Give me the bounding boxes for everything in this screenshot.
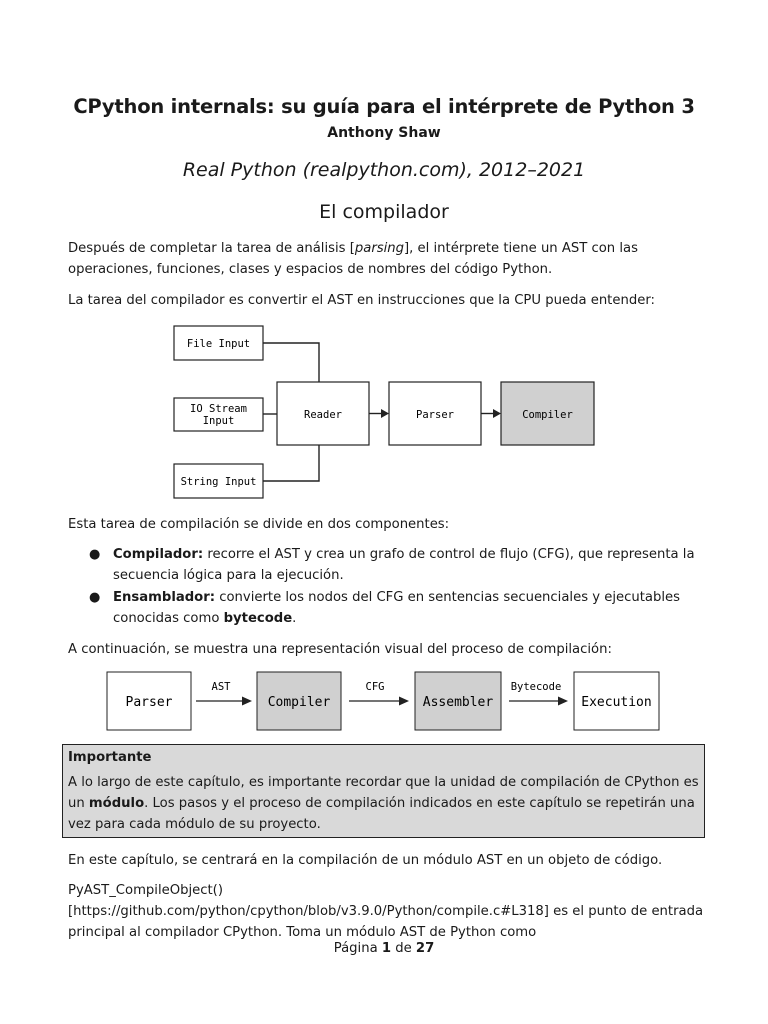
bold-text: bytecode: [223, 611, 293, 626]
footer-middle: de: [391, 941, 416, 956]
bold-text: Ensamblador:: [113, 590, 216, 605]
io-stream-label-line1: IO Stream: [190, 403, 247, 415]
reader-box: [277, 382, 369, 445]
io-stream-label-line2: Input: [202, 415, 235, 427]
connector-string-input: [263, 445, 319, 481]
text-run: ], el intérprete tiene un AST con las operaciones, funciones, clases y espacios de nombres del código Python.: [68, 241, 638, 277]
document-title: CPython internals: su guía para el intérprete de Python 3: [73, 95, 695, 118]
compiler-label: Compiler: [522, 409, 573, 421]
assembler-stage-label: Assembler: [422, 695, 494, 710]
reader-label: Reader: [304, 409, 342, 421]
text-run: A lo largo de este capítulo, es importante recordar que la unidad de compilación de CPython es un: [68, 775, 699, 811]
paragraph-visual: A continuación, se muestra una representación visual del proceso de compilación:: [68, 642, 612, 657]
paragraph-compiler-task: La tarea del compilador es convertir el AST en instrucciones que la CPU pueda entender:: [68, 293, 655, 308]
compiler-stage-box: [257, 672, 341, 730]
paragraph-intro: [68, 238, 708, 280]
string-input-label: String Input: [180, 476, 257, 488]
ast-arrow-label: AST: [211, 681, 231, 693]
reader-to-parser-arrow: [369, 409, 389, 418]
chapter-heading: El compilador: [319, 201, 449, 223]
bytecode-arrow: [509, 681, 568, 706]
paragraph-entry-point: PyAST_CompileObject() [https://github.com/python/cpython/blob/v3.9.0/Python/compile.c#L318] es el punto de entrada principal al compilador CPython. Toma un módulo AST de Python como: [68, 883, 704, 940]
parser-label: Parser: [416, 409, 454, 421]
callout-title: Importante: [68, 750, 152, 765]
cfg-arrow: [349, 681, 409, 706]
bullet-icon: ●: [89, 590, 101, 605]
file-input-label: File Input: [186, 338, 251, 350]
execution-stage-box: [574, 672, 659, 730]
callout-text: [68, 772, 699, 835]
footer-page-total: 27: [415, 941, 435, 956]
list-item-compilador: [68, 544, 708, 586]
text-run: recorre el AST y crea un grafo de control de flujo (CFG), que representa la secuencia lógica para la ejecución.: [113, 547, 695, 583]
footer-page-number: 1: [381, 941, 392, 956]
footer-prefix: Página: [333, 941, 382, 956]
compiler-box: [501, 382, 594, 445]
bytecode-arrow-label: Bytecode: [510, 681, 562, 693]
components-list: [68, 544, 708, 630]
paragraph-focus: En este capítulo, se centrará en la compilación de un módulo AST en un objeto de código.: [68, 853, 663, 868]
text-run: Después de completar la tarea de análisis [: [68, 241, 355, 256]
execution-stage-label: Execution: [581, 695, 652, 710]
cfg-arrow-label: CFG: [365, 681, 385, 693]
file-input-box: [174, 326, 263, 360]
parser-stage-label: Parser: [125, 695, 173, 710]
ast-arrow: [196, 681, 252, 706]
bold-text: módulo: [88, 796, 145, 811]
parser-box: [389, 382, 481, 445]
compilation-process-diagram: [0, 668, 768, 738]
assembler-stage-box: [415, 672, 501, 730]
parser-stage-box: [107, 672, 191, 730]
list-item-text: [113, 590, 680, 626]
string-input-box: [174, 464, 263, 498]
list-item-ensamblador: [68, 587, 708, 629]
text-run: convierte los nodos del CFG en sentencias secuenciales y ejecutables conocidas como: [113, 590, 681, 626]
text-run: . Los pasos y el proceso de compilación indicados en este capítulo se repetirán una vez para cada módulo de su proyecto.: [68, 796, 695, 832]
bullet-icon: ●: [89, 547, 101, 562]
italic-text: parsing: [354, 241, 405, 256]
bold-text: Compilador:: [113, 547, 204, 562]
io-stream-input-box: [174, 398, 263, 431]
important-callout: [62, 744, 705, 838]
list-item-text: [113, 547, 695, 583]
document-author: Anthony Shaw: [327, 125, 441, 141]
page-footer: [0, 941, 768, 956]
compiler-stage-label: Compiler: [267, 695, 331, 710]
parser-to-compiler-arrow: [481, 409, 501, 418]
connector-file-input: [263, 343, 319, 382]
input-pipeline-diagram: [0, 318, 768, 518]
paragraph-split: Esta tarea de compilación se divide en dos componentes:: [68, 517, 450, 532]
text-run: .: [292, 611, 297, 626]
document-publisher: Real Python (realpython.com), 2012–2021: [182, 159, 586, 181]
